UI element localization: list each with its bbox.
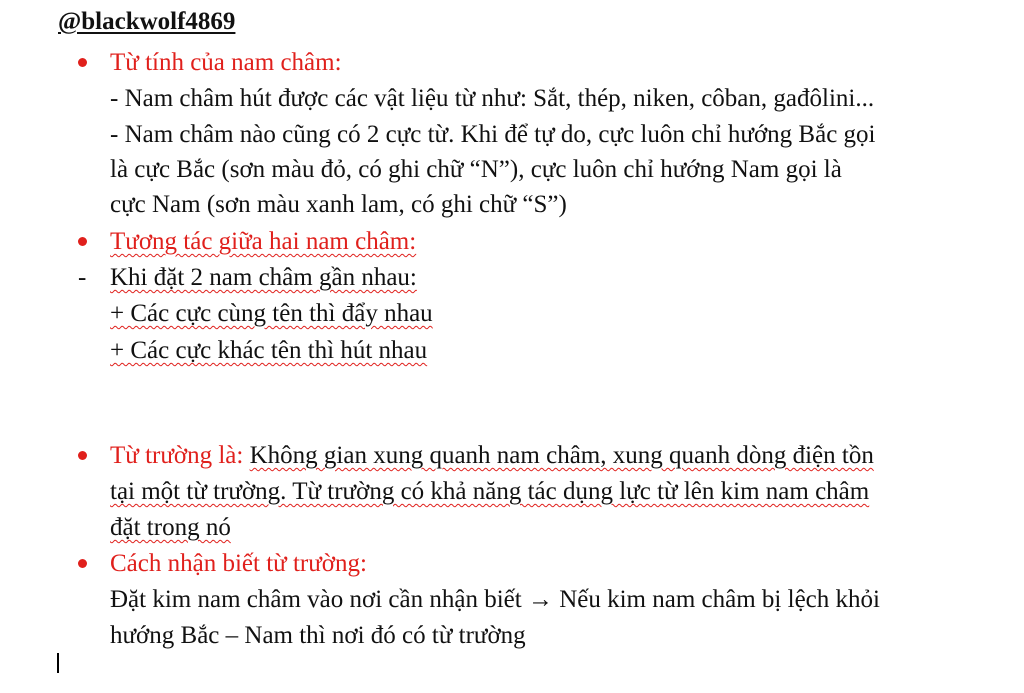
paragraph-line: đặt trong nó bbox=[110, 514, 231, 541]
paragraph-line: + Các cực cùng tên thì đẩy nhau bbox=[110, 300, 433, 327]
bullet-icon bbox=[78, 559, 87, 568]
paragraph-line: cực Nam (sơn màu xanh lam, có ghi chữ “S”) bbox=[110, 191, 567, 218]
section-heading-magnetic-field: Từ trường là: bbox=[110, 442, 250, 469]
bullet-icon bbox=[78, 58, 87, 67]
paragraph-line: là cực Bắc (sơn màu đỏ, có ghi chữ “N”), cực luôn chỉ hướng Nam gọi là bbox=[110, 156, 842, 183]
bullet-icon bbox=[78, 237, 87, 246]
bullet-icon bbox=[78, 451, 87, 460]
paragraph-line bbox=[110, 438, 874, 474]
paragraph-line: + Các cực khác tên thì hút nhau bbox=[110, 337, 428, 364]
text-cursor bbox=[57, 653, 59, 673]
section-heading-magnetism: Từ tính của nam châm: bbox=[110, 49, 342, 76]
dash-marker: - bbox=[78, 264, 87, 291]
paragraph-line: Khi đặt 2 nam châm gần nhau: bbox=[110, 264, 417, 291]
author-handle: @blackwolf4869 bbox=[58, 8, 236, 35]
paragraph-line: hướng Bắc – Nam thì nơi đó có từ trường bbox=[110, 622, 526, 649]
paragraph-line: - Nam châm hút được các vật liệu từ như: Sắt, thép, niken, côban, gađôlini... bbox=[110, 85, 875, 112]
definition-text: Không gian xung quanh nam châm, xung quanh dòng điện tồn bbox=[249, 442, 874, 469]
section-heading-detection: Cách nhận biết từ trường: bbox=[110, 550, 367, 577]
paragraph-line: tại một từ trường. Từ trường có khả năng tác dụng lực từ lên kim nam châm bbox=[110, 478, 870, 505]
paragraph-line: Đặt kim nam châm vào nơi cần nhận biết → Nếu kim nam châm bị lệch khỏi bbox=[110, 586, 880, 613]
section-heading-interaction: Tương tác giữa hai nam châm: bbox=[110, 228, 417, 255]
paragraph-line: - Nam châm nào cũng có 2 cực từ. Khi để tự do, cực luôn chỉ hướng Bắc gọi bbox=[110, 121, 876, 148]
